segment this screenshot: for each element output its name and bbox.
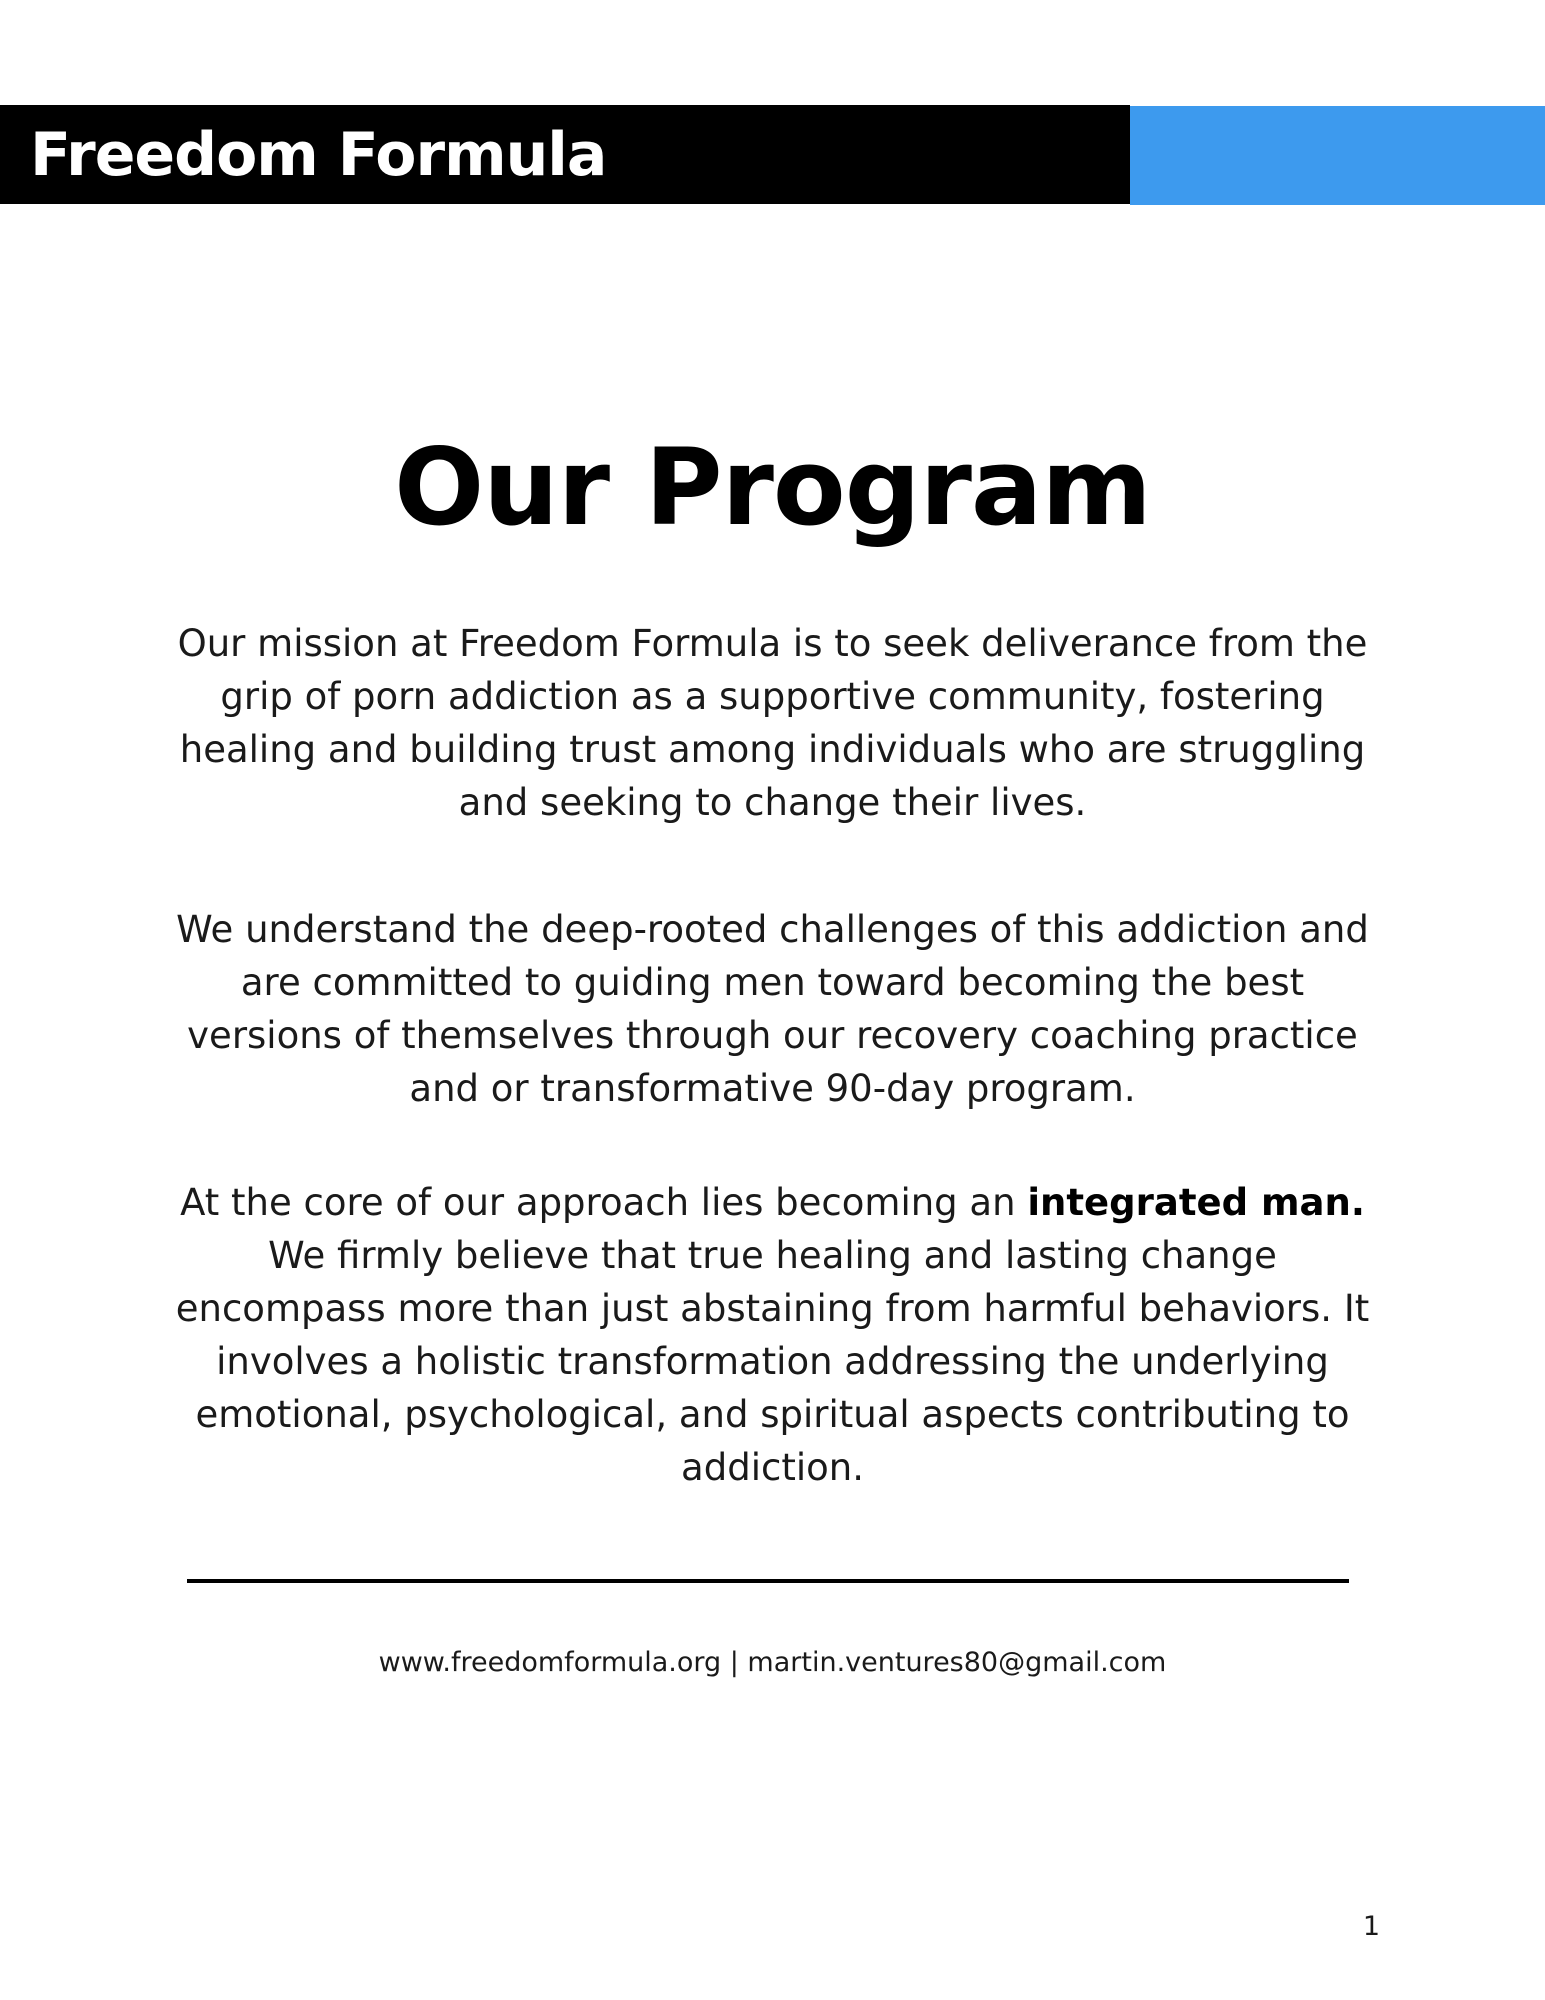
understanding-paragraph: We understand the deep-rooted challenges of this addiction and are committed to guiding men toward becoming the best versions of themselves through our recovery coaching practice and or transformative 90-day program.: [176, 908, 1369, 1110]
header-bar: [0, 105, 1130, 204]
mission-paragraph: Our mission at Freedom Formula is to seek deliverance from the grip of porn addiction as a supportive community, fostering healing and building trust among individuals who are struggling and seeking to change their lives.: [177, 622, 1368, 824]
header-accent-block: [1130, 106, 1545, 205]
contact-line: www.freedomformula.org | martin.ventures80@gmail.com: [378, 1647, 1167, 1678]
footer-divider: [187, 1579, 1349, 1583]
page-title: Our Program: [394, 426, 1151, 549]
integrated-man-emphasis: integrated man.: [1027, 1181, 1365, 1224]
brand-title: Freedom Formula: [30, 119, 607, 190]
approach-rest-text: We firmly believe that true healing and lasting change encompass more than just abstaining from harmful behaviors. It involves a holistic transformation addressing the underlying emotional, psychological, and spiritual aspects contributing to addiction.: [175, 1234, 1370, 1489]
approach-lead-text: At the core of our approach lies becoming an: [180, 1181, 1028, 1224]
approach-paragraph: [160, 1176, 1385, 1494]
page-number: 1: [1362, 1911, 1380, 1942]
